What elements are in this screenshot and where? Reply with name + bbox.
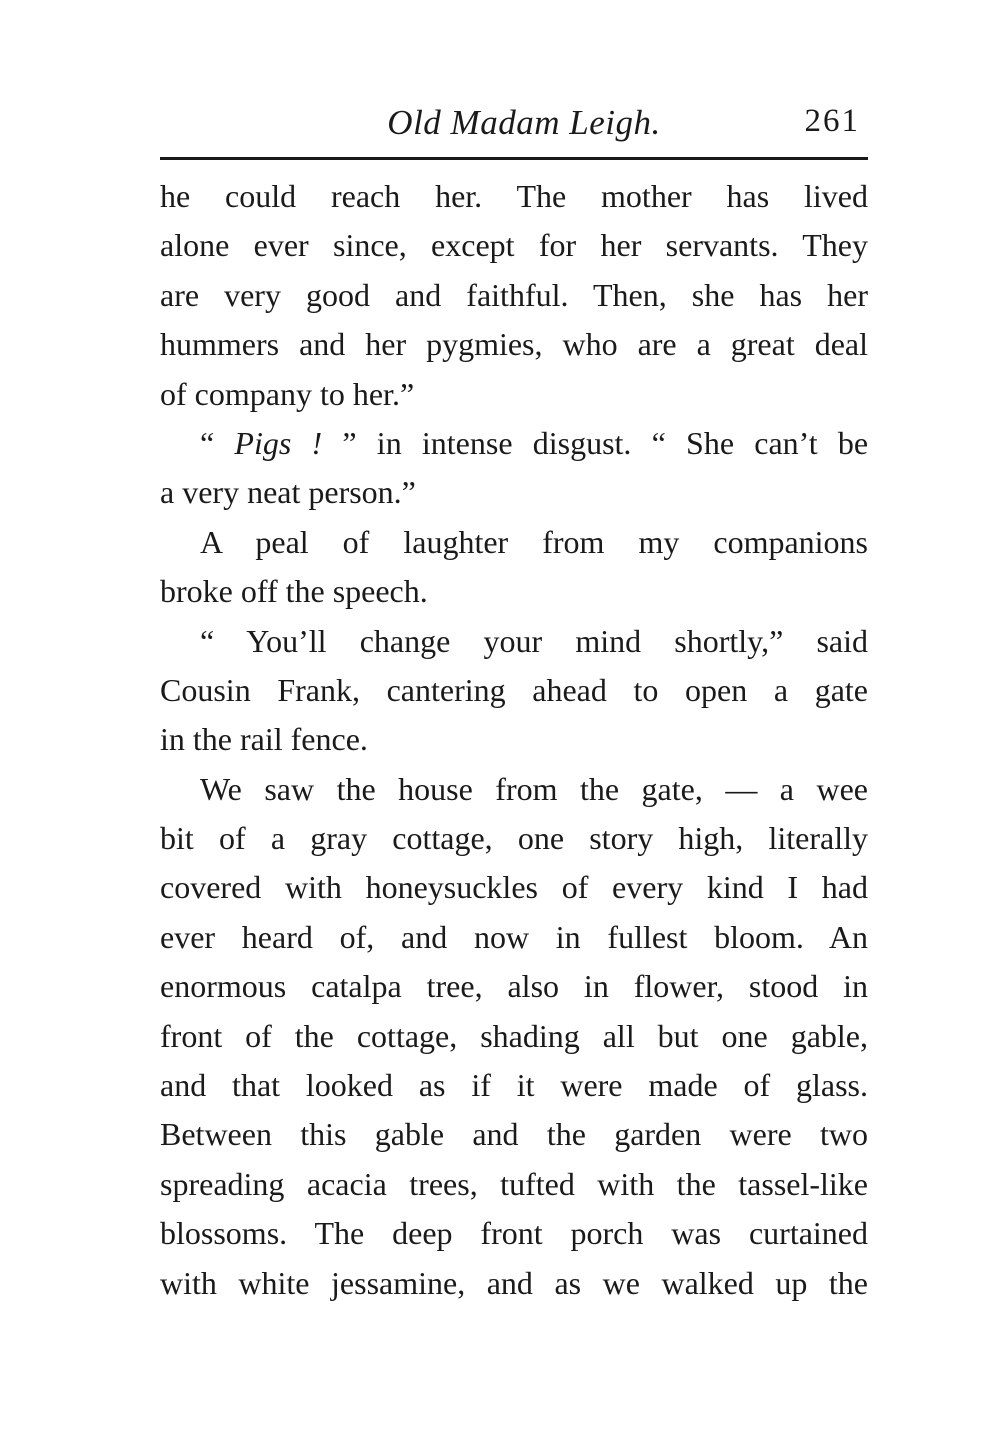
italic-text: Pigs ! [234,424,323,461]
text-line: Cousin Frank, cantering ahead to open a gate [160,671,868,708]
running-header [160,95,868,153]
text-line: covered with honeysuckles of every kind I had [160,869,868,906]
text-line: of company to her.” [160,375,415,412]
text-line: with white jessamine, and as we walked up the [160,1264,868,1301]
text-line: We saw the house from the gate, — a wee [200,770,868,807]
text-line: enormous catalpa tree, also in flower, stood in [160,968,868,1005]
text-line: and that looked as if it were made of glass. [160,1067,868,1104]
text-line: ever heard of, and now in fullest bloom. An [160,918,868,955]
text-line: Between this gable and the garden were two [160,1116,868,1153]
text-line: alone ever since, except for her servants. They [160,227,868,264]
text-line: a very neat person.” [160,474,416,511]
text-line: hummers and her pygmies, who are a great deal [160,326,868,363]
header-rule [160,157,868,160]
text-line: A peal of laughter from my companions [200,523,868,560]
text-segment: ” in intense disgust. “ She can’t be [322,424,869,461]
text-segment: “ [200,424,235,461]
body-text [160,172,868,1308]
running-title: Old Madam Leigh. [387,103,661,142]
text-line: “ You’ll change your mind shortly,” said [200,622,868,659]
text-line: in the rail fence. [160,721,368,758]
text-line: he could reach her. The mother has lived [160,178,868,214]
text-line: front of the cottage, shading all but one gable, [160,1017,868,1054]
text-line: bit of a gray cottage, one story high, literally [160,820,868,857]
text-line [160,419,868,468]
text-line: blossoms. The deep front porch was curtained [160,1215,868,1252]
text-line: spreading acacia trees, tufted with the tassel-like [160,1165,868,1202]
text-line: are very good and faithful. Then, she has her [160,276,868,313]
page-number: 261 [804,103,860,139]
book-page [160,95,868,1308]
text-line: broke off the speech. [160,573,428,610]
